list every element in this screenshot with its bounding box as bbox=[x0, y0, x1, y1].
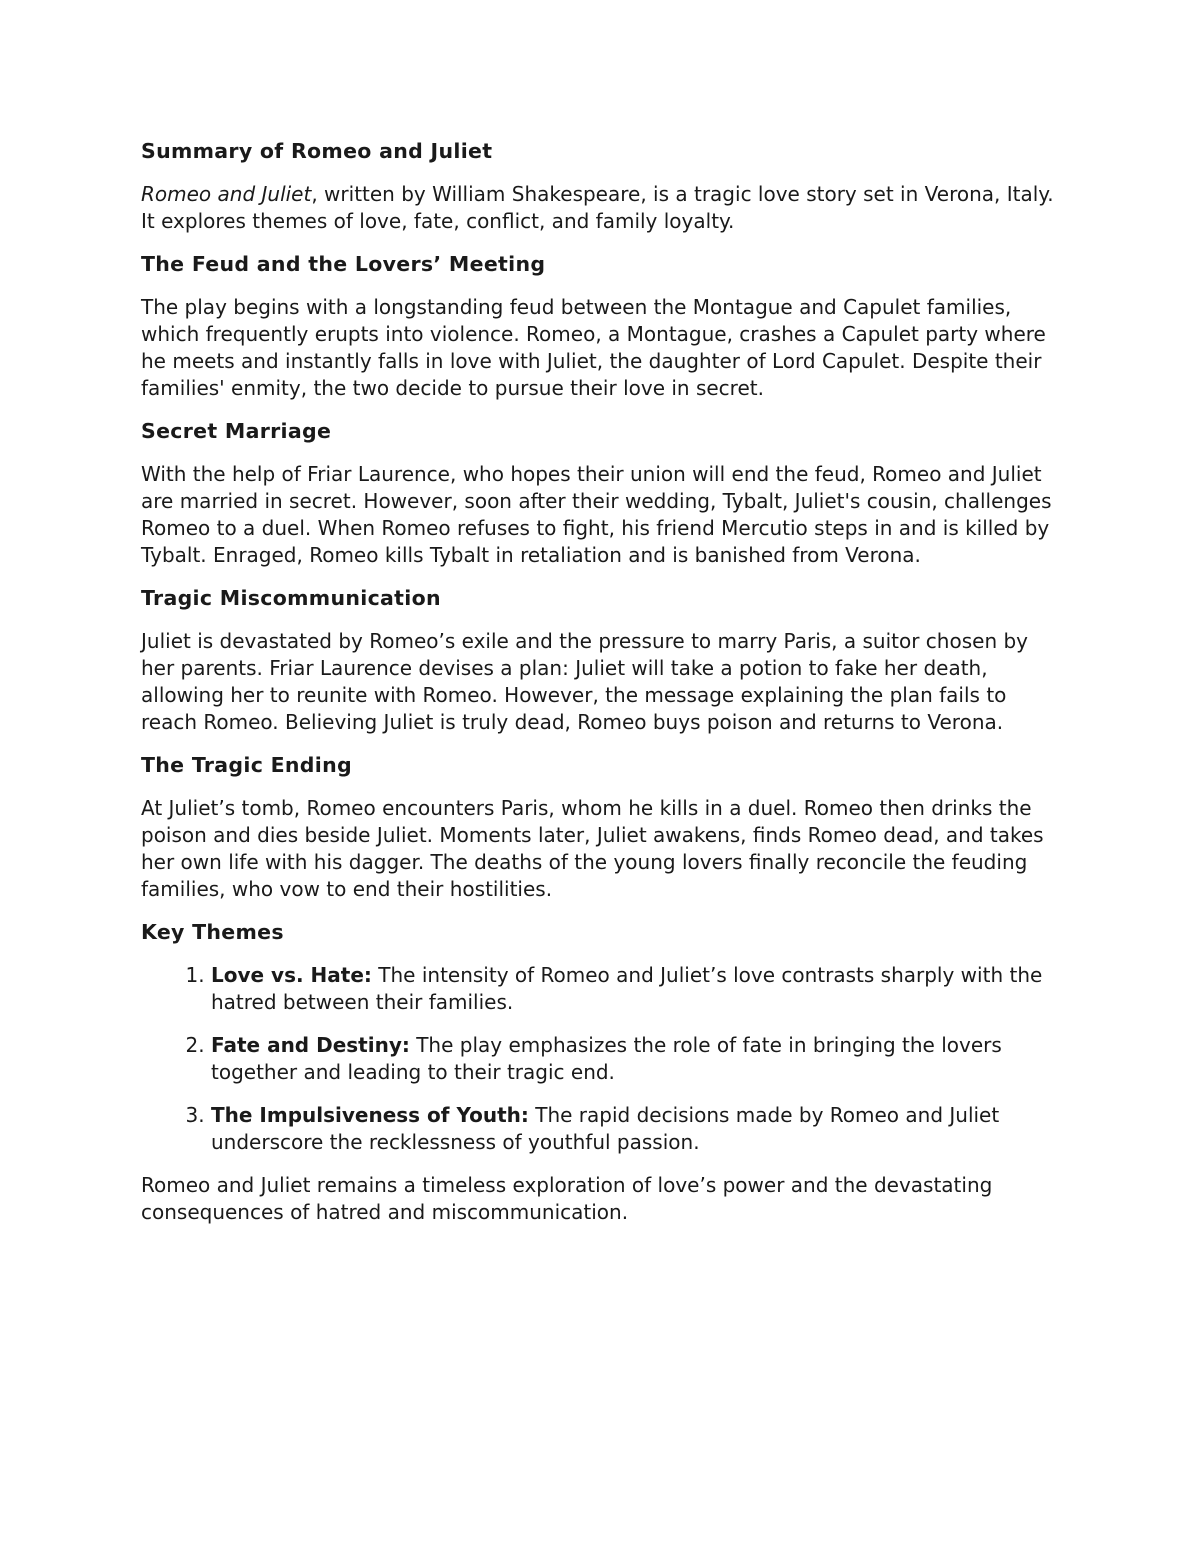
document-page bbox=[141, 138, 1061, 1242]
section-tragic-ending bbox=[141, 752, 1061, 903]
section-body: With the help of Friar Laurence, who hopes their union will end the feud, Romeo and Juliet are married in secret. However, soon after their wedding, Tybalt, Juliet's cousin, challenges Romeo to a duel. When Romeo refuses to fight, his friend Mercutio steps in and is killed by Tybalt. Enraged, Romeo kills Tybalt in retaliation and is banished from Verona. bbox=[141, 462, 1052, 567]
section-heading: The Tragic Ending bbox=[141, 753, 352, 777]
section-secret-marriage bbox=[141, 418, 1061, 569]
section-heading: Secret Marriage bbox=[141, 419, 332, 443]
document-title: Summary of Romeo and Juliet bbox=[141, 139, 493, 163]
theme-term: Fate and Destiny: bbox=[211, 1033, 410, 1057]
list-item bbox=[211, 1102, 1061, 1156]
list-item bbox=[211, 1032, 1061, 1086]
theme-text: The intensity of Romeo and Juliet’s love contrasts sharply with the hatred between their families. bbox=[211, 963, 1043, 1014]
section-heading: The Feud and the Lovers’ Meeting bbox=[141, 252, 546, 276]
section-key-themes bbox=[141, 919, 1061, 1156]
section-heading: Key Themes bbox=[141, 920, 284, 944]
themes-list bbox=[141, 962, 1061, 1156]
intro-text: , written by William Shakespeare, is a tragic love story set in Verona, Italy. It explores themes of love, fate, conflict, and family loyalty. bbox=[141, 182, 1054, 233]
section-body: Juliet is devastated by Romeo’s exile and the pressure to marry Paris, a suitor chosen by her parents. Friar Laurence devises a plan: Juliet will take a potion to fake her death, allowing her to reunite with Romeo. However, the message explaining the plan fails to reach Romeo. Believing Juliet is truly dead, Romeo buys poison and returns to Verona. bbox=[141, 629, 1029, 734]
list-item bbox=[211, 962, 1061, 1016]
theme-term: The Impulsiveness of Youth: bbox=[211, 1103, 529, 1127]
section-miscommunication bbox=[141, 585, 1061, 736]
intro-paragraph bbox=[141, 181, 1061, 235]
section-heading: Tragic Miscommunication bbox=[141, 586, 441, 610]
section-body: The play begins with a longstanding feud between the Montague and Capulet families, which frequently erupts into violence. Romeo, a Montague, crashes a Capulet party where he meets and instantly falls in love with Juliet, the daughter of Lord Capulet. Despite their families' enmity, the two decide to pursue their love in secret. bbox=[141, 295, 1046, 400]
intro-play-title: Romeo and Juliet bbox=[141, 182, 312, 206]
conclusion-paragraph: Romeo and Juliet remains a timeless exploration of love’s power and the devastating consequences of hatred and miscommunication. bbox=[141, 1173, 993, 1224]
section-body: At Juliet’s tomb, Romeo encounters Paris, whom he kills in a duel. Romeo then drinks the poison and dies beside Juliet. Moments later, Juliet awakens, finds Romeo dead, and takes her own life with his dagger. The deaths of the young lovers finally reconcile the feuding families, who vow to end their hostilities. bbox=[141, 796, 1044, 901]
theme-text: The rapid decisions made by Romeo and Juliet underscore the recklessness of youthful passion. bbox=[211, 1103, 1000, 1154]
theme-text: The play emphasizes the role of fate in bringing the lovers together and leading to their tragic end. bbox=[211, 1033, 1002, 1084]
theme-term: Love vs. Hate: bbox=[211, 963, 372, 987]
section-feud bbox=[141, 251, 1061, 402]
